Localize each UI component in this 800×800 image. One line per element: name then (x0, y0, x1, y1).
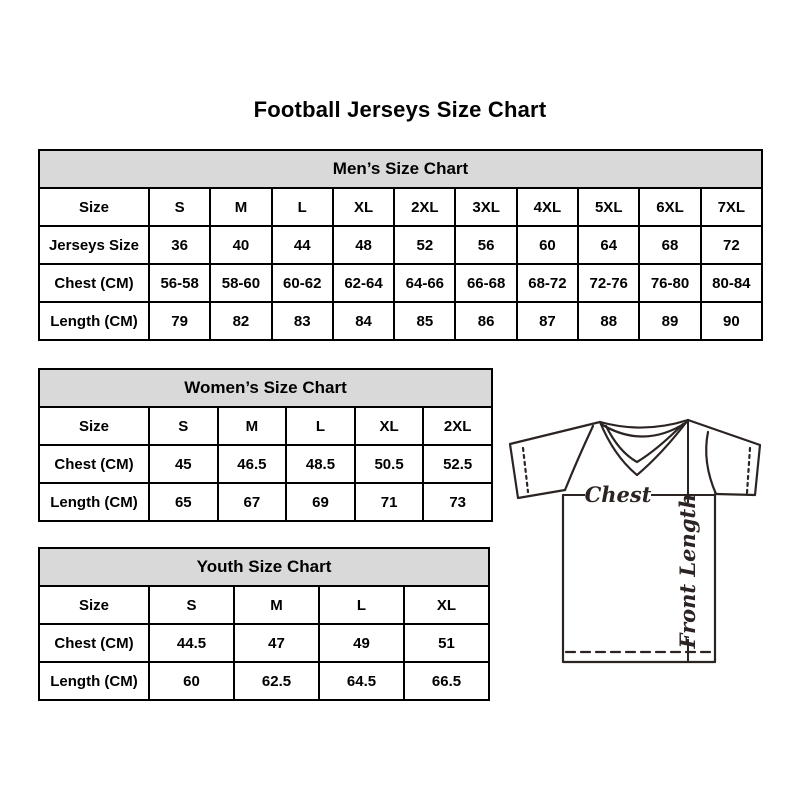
page-title: Football Jerseys Size Chart (253, 97, 547, 122)
table-row (39, 624, 489, 662)
jersey-right-seam (706, 432, 716, 494)
cell-value: 73 (423, 483, 492, 521)
cell-value: 83 (272, 302, 333, 340)
table-row (39, 188, 762, 226)
table-row (39, 662, 489, 700)
cell-value: 90 (701, 302, 762, 340)
cell-value: 89 (639, 302, 700, 340)
cell-value: 2XL (394, 188, 455, 226)
cell-value: 88 (578, 302, 639, 340)
row-label: Size (39, 586, 149, 624)
cell-value: 4XL (517, 188, 578, 226)
row-label: Chest (CM) (39, 264, 149, 302)
cell-value: 45 (149, 445, 218, 483)
cell-value: 66-68 (455, 264, 516, 302)
cell-value: 52 (394, 226, 455, 264)
cell-value: S (149, 407, 218, 445)
cell-value: 60 (149, 662, 234, 700)
cell-value: XL (404, 586, 489, 624)
jersey-measurement-diagram (500, 400, 770, 670)
table-row (39, 226, 762, 264)
cell-value: 64 (578, 226, 639, 264)
row-label: Length (CM) (39, 302, 149, 340)
row-label: Jerseys Size (39, 226, 149, 264)
womens-size-table (38, 368, 493, 522)
table-row (39, 586, 489, 624)
row-label: Size (39, 188, 149, 226)
cell-value: 3XL (455, 188, 516, 226)
cell-value: 62-64 (333, 264, 394, 302)
cell-value: 48.5 (286, 445, 355, 483)
cell-value: 58-60 (210, 264, 271, 302)
cell-value: L (286, 407, 355, 445)
cell-value: 50.5 (355, 445, 424, 483)
cell-value: 86 (455, 302, 516, 340)
cell-value: 60-62 (272, 264, 333, 302)
cell-value: L (272, 188, 333, 226)
row-label: Length (CM) (39, 483, 149, 521)
cell-value: S (149, 188, 210, 226)
cell-value: 36 (149, 226, 210, 264)
cell-value: 6XL (639, 188, 700, 226)
cell-value: 64.5 (319, 662, 404, 700)
cell-value: 85 (394, 302, 455, 340)
chest-measure-label: Chest (584, 482, 652, 507)
cell-value: 80-84 (701, 264, 762, 302)
cell-value: S (149, 586, 234, 624)
cell-value: L (319, 586, 404, 624)
cell-value: XL (355, 407, 424, 445)
cell-value: 79 (149, 302, 210, 340)
cell-value: 47 (234, 624, 319, 662)
cell-value: 48 (333, 226, 394, 264)
jersey-collar-top (600, 420, 688, 428)
jersey-left-seam (565, 426, 593, 490)
cell-value: M (218, 407, 287, 445)
cell-value: 2XL (423, 407, 492, 445)
cell-value: 46.5 (218, 445, 287, 483)
cell-value: 56 (455, 226, 516, 264)
cell-value: 65 (149, 483, 218, 521)
cell-value: 40 (210, 226, 271, 264)
cell-value: 87 (517, 302, 578, 340)
front-length-measure-label: Front Length (675, 493, 700, 649)
table-title: Women’s Size Chart (39, 369, 492, 407)
cell-value: M (234, 586, 319, 624)
cell-value: 84 (333, 302, 394, 340)
cell-value: 52.5 (423, 445, 492, 483)
cell-value: 7XL (701, 188, 762, 226)
jersey-left-cuff-stitch (523, 448, 528, 492)
cell-value: XL (333, 188, 394, 226)
cell-value: 67 (218, 483, 287, 521)
table-title-row (39, 548, 489, 586)
cell-value: 72-76 (578, 264, 639, 302)
cell-value: 49 (319, 624, 404, 662)
row-label: Size (39, 407, 149, 445)
cell-value: 44 (272, 226, 333, 264)
table-row (39, 264, 762, 302)
cell-value: 64-66 (394, 264, 455, 302)
cell-value: 44.5 (149, 624, 234, 662)
table-row (39, 407, 492, 445)
cell-value: 5XL (578, 188, 639, 226)
cell-value: M (210, 188, 271, 226)
row-label: Chest (CM) (39, 445, 149, 483)
jersey-illustration (500, 400, 770, 670)
table-row (39, 483, 492, 521)
cell-value: 76-80 (639, 264, 700, 302)
cell-value: 82 (210, 302, 271, 340)
cell-value: 56-58 (149, 264, 210, 302)
cell-value: 68 (639, 226, 700, 264)
cell-value: 71 (355, 483, 424, 521)
youth-size-table (38, 547, 490, 701)
row-label: Length (CM) (39, 662, 149, 700)
cell-value: 72 (701, 226, 762, 264)
table-row (39, 302, 762, 340)
cell-value: 60 (517, 226, 578, 264)
table-title-row (39, 369, 492, 407)
cell-value: 66.5 (404, 662, 489, 700)
cell-value: 62.5 (234, 662, 319, 700)
cell-value: 51 (404, 624, 489, 662)
table-title: Youth Size Chart (39, 548, 489, 586)
cell-value: 68-72 (517, 264, 578, 302)
table-title: Men’s Size Chart (39, 150, 762, 188)
mens-size-table (38, 149, 763, 341)
table-title-row (39, 150, 762, 188)
jersey-right-cuff-stitch (747, 448, 750, 493)
table-row (39, 445, 492, 483)
row-label: Chest (CM) (39, 624, 149, 662)
cell-value: 69 (286, 483, 355, 521)
